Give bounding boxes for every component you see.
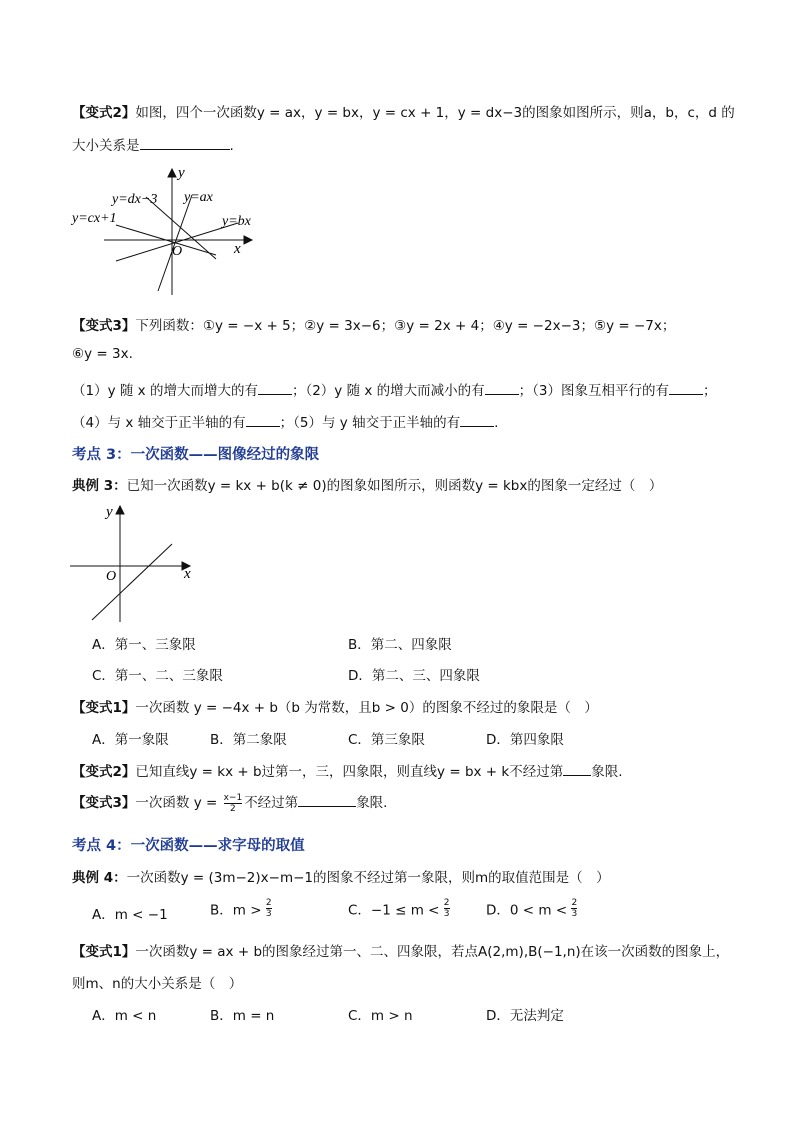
example4-tag: 典例 4： bbox=[72, 870, 127, 886]
variant2-line2 bbox=[72, 134, 234, 154]
example4-option-b[interactable] bbox=[210, 898, 272, 919]
fraction bbox=[571, 898, 577, 919]
label-y-axis: y bbox=[106, 504, 113, 520]
variant1-k4-tag: 【变式1】 bbox=[72, 944, 136, 960]
fraction bbox=[266, 898, 272, 919]
variant1-k4-text: 一次函数y = ax + b的图象经过第一、二、四象限，若点A(2,m),B(−1,n)在该一次函数的图象上， bbox=[135, 944, 730, 960]
variant1-k4-option-b[interactable]: B．m = n bbox=[210, 1008, 275, 1024]
variant3-k3-tag: 【变式3】 bbox=[72, 795, 136, 811]
question-3-end: ； bbox=[703, 383, 717, 399]
label-y-axis: y bbox=[178, 165, 185, 181]
label-origin: O bbox=[172, 244, 183, 259]
variant1-option-a[interactable]: A．第一象限 bbox=[92, 732, 169, 748]
variant3-questions-row1 bbox=[72, 379, 717, 399]
option-b[interactable]: B．第二、四象限 bbox=[348, 637, 452, 653]
label-line-d: y=dx−3 bbox=[112, 192, 158, 207]
fraction-denominator: 3 bbox=[265, 909, 272, 919]
y-arrow bbox=[116, 506, 124, 514]
option-c[interactable]: C．第一、二、三象限 bbox=[92, 668, 223, 684]
fraction-denominator: 3 bbox=[571, 909, 578, 919]
question-2: ；（2）y 随 x 的增大而减小的有 bbox=[291, 383, 485, 399]
example4-option-a[interactable]: A．m < −1 bbox=[92, 907, 168, 923]
question-1: （1）y 随 x 的增大而增大的有 bbox=[72, 383, 258, 399]
variant3-line2: ⑥y = 3x. bbox=[72, 346, 133, 362]
variant2-k3-tag: 【变式2】 bbox=[72, 764, 136, 780]
example3-line bbox=[72, 474, 662, 494]
y-arrow bbox=[168, 169, 176, 177]
answer-blank-3 bbox=[669, 382, 703, 395]
variant3-k3-line bbox=[72, 791, 387, 814]
example4-option-d[interactable] bbox=[486, 898, 577, 919]
answer-blank-4 bbox=[246, 414, 280, 427]
variant1-k4-line1 bbox=[72, 940, 729, 960]
question-3: ；（3）图象互相平行的有 bbox=[518, 383, 669, 399]
fraction bbox=[224, 793, 243, 814]
variant1-k3-line bbox=[72, 696, 598, 716]
question-5-end: . bbox=[494, 415, 499, 431]
label-line-b: y=bx bbox=[222, 214, 251, 229]
variant2-k3-text: 已知直线y = kx + b过第一，三，四象限，则直线y = bx + k不经过第 bbox=[135, 764, 564, 780]
question-4: （4）与 x 轴交于正半轴的有 bbox=[72, 415, 246, 431]
answer-blank-1 bbox=[258, 382, 292, 395]
variant1-tag: 【变式1】 bbox=[72, 700, 136, 716]
variant2-text: 如图，四个一次函数y = ax，y = bx，y = cx + 1，y = dx−3的图象如图所示，则a，b，c，d 的 bbox=[135, 105, 735, 121]
label-origin: O bbox=[106, 569, 117, 584]
variant2-text2: 大小关系是 bbox=[72, 138, 140, 154]
variant2-period: . bbox=[229, 138, 234, 154]
fraction bbox=[444, 898, 450, 919]
variant1-k4-option-c[interactable]: C．m > n bbox=[348, 1008, 413, 1024]
answer-blank bbox=[140, 137, 230, 150]
answer-blank-2 bbox=[485, 382, 519, 395]
fraction-denominator: 3 bbox=[443, 909, 450, 919]
variant1-k4-option-a[interactable]: A．m < n bbox=[92, 1008, 157, 1024]
label-x-axis: x bbox=[184, 566, 191, 582]
variant1-option-d[interactable]: D．第四象限 bbox=[486, 732, 564, 748]
question-5: ；（5）与 y 轴交于正半轴的有 bbox=[279, 415, 461, 431]
variant2-line1 bbox=[72, 101, 735, 121]
answer-blank-5 bbox=[460, 414, 494, 427]
variant2-k3-end: 象限. bbox=[591, 764, 623, 780]
variant1-option-c[interactable]: C．第三象限 bbox=[348, 732, 425, 748]
section-title-3: 考点 3：一次函数——图像经过的象限 bbox=[72, 447, 320, 463]
four-lines-graph bbox=[66, 165, 256, 300]
variant3-questions-row2 bbox=[72, 411, 498, 431]
option-d[interactable]: D．第二、三、四象限 bbox=[348, 668, 480, 684]
example4-line bbox=[72, 866, 610, 886]
label-x-axis: x bbox=[234, 241, 241, 257]
option-c-text: C．−1 ≤ m < bbox=[348, 902, 440, 919]
label-line-a: y=ax bbox=[184, 190, 213, 205]
variant2-tag: 【变式2】 bbox=[72, 105, 136, 121]
variant3-line1 bbox=[72, 314, 675, 334]
example3-tag: 典例 3： bbox=[72, 478, 127, 494]
fraction-numerator: 2 bbox=[443, 898, 450, 908]
fraction-numerator: 2 bbox=[265, 898, 272, 908]
fraction-numerator: x−1 bbox=[223, 792, 243, 803]
variant3-k3-text: 一次函数 y = bbox=[135, 795, 218, 811]
answer-blank bbox=[563, 763, 591, 776]
section-title-4: 考点 4：一次函数——求字母的取值 bbox=[72, 838, 305, 854]
variant1-k4-line2: 则m、n的大小关系是（ ） bbox=[72, 976, 243, 992]
function-line bbox=[92, 544, 172, 620]
fraction-numerator: 2 bbox=[571, 898, 578, 908]
variant3-k3-text2: 不经过第 bbox=[244, 795, 299, 811]
variant3-text: 下列函数：①y = −x + 5；②y = 3x−6；③y = 2x + 4；④y = −2x−3；⑤y = −7x； bbox=[135, 318, 676, 334]
variant1-option-b[interactable]: B．第二象限 bbox=[210, 732, 287, 748]
x-arrow bbox=[244, 236, 252, 244]
example3-text: 已知一次函数y = kx + b(k ≠ 0)的图象如图所示，则函数y = kbx的图象一定经过（ ） bbox=[126, 478, 663, 494]
answer-blank bbox=[298, 794, 356, 807]
variant1-text: 一次函数 y = −4x + b（b 为常数，且b > 0）的图象不经过的象限是（ ） bbox=[135, 700, 598, 716]
variant1-k4-option-d[interactable]: D．无法判定 bbox=[486, 1008, 564, 1024]
line-graph-example3 bbox=[66, 500, 206, 625]
variant3-tag: 【变式3】 bbox=[72, 318, 136, 334]
example4-text: 一次函数y = (3m−2)x−m−1的图象不经过第一象限，则m的取值范围是（ ） bbox=[126, 870, 610, 886]
example4-option-c[interactable] bbox=[348, 898, 450, 919]
option-a[interactable]: A．第一、三象限 bbox=[92, 637, 196, 653]
option-b-text: B．m > bbox=[210, 902, 262, 919]
variant3-k3-end: 象限. bbox=[356, 795, 388, 811]
variant2-k3-line bbox=[72, 760, 623, 780]
option-d-text: D．0 < m < bbox=[486, 902, 568, 919]
fraction-denominator: 2 bbox=[230, 803, 236, 814]
label-line-c: y=cx+1 bbox=[72, 211, 117, 226]
